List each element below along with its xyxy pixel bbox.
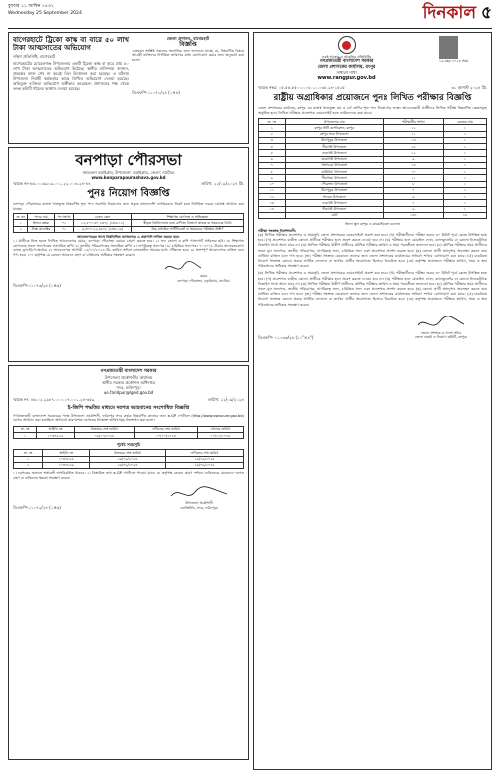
table-cell: ৫: [259, 150, 286, 156]
total-label: মোট: [285, 212, 383, 218]
portrait-photo: [439, 36, 458, 59]
exam-footer: [258, 316, 487, 340]
table-cell: হিসাব রক্ষক: [28, 220, 55, 226]
recruit-website: www.bonparapourashava.gov.bd: [91, 174, 166, 180]
tender-code: ডিএফপি-১১০৭২/২৪ (১×৬): [13, 504, 61, 510]
table-cell: ১: [443, 169, 486, 175]
table-cell: ১৩: [259, 200, 286, 206]
table-cell: ৮: [259, 169, 286, 175]
table-header-cell: পরীক্ষার্থীর সংখ্যা: [384, 119, 444, 125]
table-header-cell: বিক্রয়ের শেষ তারিখ: [89, 450, 165, 456]
table-cell: ৩: [259, 137, 286, 143]
page-header: [8, 3, 492, 29]
table-header-cell: দাখিলের শেষ তারিখ: [165, 450, 243, 456]
table-cell: ১০৩৭৮২৬: [43, 462, 90, 468]
table-cell: গংগাচড়া উপজেলা: [285, 162, 383, 168]
recruit-address: জামতলা বড়াইগ্রাম, উপজেলা: বড়াইগ্রাম, জেলা: নাটোর।: [82, 169, 175, 175]
table-cell: ২: [259, 131, 286, 137]
tender-memo: স্মারক নং: ৪৬.০২.২৯৪৭.০০০.০৭.০০১.২৪-৩৫৯: [13, 396, 95, 402]
table-header-cell: বিক্রয়ের শেষ তারিখ: [74, 426, 135, 432]
table-header-cell: আইডি নং: [37, 426, 74, 432]
table-cell: ৮: [384, 181, 444, 187]
table-cell: ১: [443, 150, 486, 156]
exam-signature-block: [395, 316, 487, 340]
exam-slogan: ১৬ বছর ২০২৪ সময়: [439, 59, 469, 63]
date-english: Wednesday 25 September 2024: [8, 11, 82, 16]
table-cell: ২: [14, 226, 28, 232]
tender-previous-title: পূর্বের সময়সূচি: [116, 442, 141, 448]
recruit-sig-name: মেয়র: [199, 274, 208, 279]
table-cell: ১: [14, 433, 37, 439]
recruit-table: [13, 213, 244, 233]
table-cell: পৌরসভা উপজেলা: [285, 181, 383, 187]
table-cell: ১: [443, 187, 486, 193]
table-cell: ২৬/০৯/২০২৪: [89, 456, 165, 462]
tender-memo-row: [13, 397, 244, 402]
table-cell: ৭: [384, 187, 444, 193]
table-header-cell: ক্র. নং: [14, 426, 37, 432]
signature-scribble: [416, 316, 466, 330]
table-cell: ১২: [384, 125, 444, 131]
tender-signature-block: [154, 486, 244, 510]
left-column: [8, 32, 249, 763]
table-cell: ১৪: [259, 206, 286, 212]
table-cell: ০১: [54, 226, 74, 232]
table-cell: ৯,৩০০-২২,৪৯০/- (গ্রেড-১৬): [74, 226, 131, 232]
table-row: [14, 433, 244, 439]
table-cell: ১: [14, 220, 28, 226]
table-cell: মিঠাপুকুর উপজেলা: [285, 187, 383, 193]
exam-memo: স্মারক নম্বর: ০৫.৫৫.৮৫০০.০০৮.১০.০৩৮.২৪-১৫২৫: [258, 84, 345, 90]
exam-rules: (ক) লিখিত পরীক্ষার প্রবেশপত্র ও সময়সূচি জেলা প্রশাসকের ওয়েবসাইটে প্রকাশ করা হবে। (খ) পরীক্ষার্থীদের পরীক্ষা শুরুর ৩০ মিনিট পূর্বে কেন্দ্রে উপস্থিত হতে হবে। (গ) প্রবেশপত্র ব্যতীত কোনো প্রার্থীকে পরীক্ষার হলে প্রবেশ করতে দেওয়া হবে না। (ঘ) পরীক্ষার হলে মোবাইল ফোন, ক্যালকুলেটর বা কোনো ইলেকট্রনিক ডিভাইস সাথে আনা যাবে না। (ঙ) লিখিত পরীক্ষায় উত্তীর্ণ প্রার্থীদের মৌখিক পরীক্ষার তারিখ ও সময় পরবর্তীতে জানানো হবে। (চ) মৌখিক পরীক্ষার সময় প্রার্থীদের সকল মূল সনদপত্র, জাতীয় পরিচয়পত্র, নাগরিকত্ব সনদ, চারিত্রিক সনদ এবং প্রবেশপত্র প্রদর্শন করতে হবে। (ছ) কোনো প্রার্থী অসদুপায় অবলম্বন করলে তার প্রার্থিতা বাতিল বলে গণ্য হবে। (জ) পরীক্ষা সংক্রান্ত যেকোনো তথ্যের জন্য জেলা প্রশাসকের কার্যালয়ের সাধারণ শাখায় যোগাযোগ করা যাবে। (ঝ) চাকরিতে নিয়োগ সংক্রান্ত কোনো প্রকার আর্থিক লেনদেন বা তদবির প্রার্থীর অযোগ্যতা হিসেবে বিবেচিত হবে। (ঞ) কর্তৃপক্ষ প্রয়োজনে পরীক্ষার তারিখ, সময় ও স্থান পরিবর্তনের অধিকার সংরক্ষণ করেন।: [258, 232, 487, 269]
table-cell: ৭: [259, 162, 286, 168]
table-cell: উচ্চ মাধ্যমিক সার্টিফিকেট বা সমমানের পরীক্ষায় উত্তীর্ণ: [131, 226, 243, 232]
table-cell: পীরগাছা উপজেলা: [285, 175, 383, 181]
tender-table-revised: [13, 426, 244, 440]
table-cell: ১: [443, 206, 486, 212]
table-cell: ১: [14, 456, 43, 462]
table-cell: ১: [443, 131, 486, 137]
table-cell: ১: [443, 181, 486, 187]
recruit-title: পুনঃ নিয়োগ বিজ্ঞপ্তি: [87, 187, 170, 199]
recruit-code: ডিএফপি-১১০৭৩/২৪ (১×৬): [13, 283, 61, 289]
table-cell: সাবেক উপজেলা: [285, 194, 383, 200]
table-header-cell: আইডি নং: [43, 450, 90, 456]
table-cell: ০১: [54, 220, 74, 226]
tender-office: উপজেলা প্রকৌশলীর কার্যালয়: [104, 374, 153, 380]
total-count: ১৩১: [384, 212, 444, 218]
newspaper-logo: দিনকাল: [422, 3, 476, 23]
table-cell: বদরগঞ্জ উপজেলা: [285, 200, 383, 206]
table-cell: ৭: [384, 200, 444, 206]
news-section: [8, 32, 249, 144]
small-notice-code: ডিএফপি-১১০৭১/২৪ (১×৪): [132, 90, 180, 96]
table-cell: রংপুর সদর উপজেলা: [285, 131, 383, 137]
govt-emblem-icon: [338, 36, 356, 54]
table-cell: ১২: [259, 194, 286, 200]
table-row: [14, 462, 244, 468]
table-cell: ১০: [259, 181, 286, 187]
table-cell: ১০/১০/২০২৪: [197, 433, 244, 439]
table-header-cell: বেতন স্কেল: [74, 214, 131, 220]
exam-title: রাষ্ট্রীয় অগ্রাধিকার প্রয়োজনে পুনঃ লিখিত পরীক্ষার বিজ্ঞপ্তি: [273, 92, 472, 103]
exam-venue: জিলা স্কুল রংপুর ও কারমাইকেল কলেজ: [345, 222, 400, 227]
table-cell: ১০৩৭৮২৫: [43, 456, 90, 462]
tender-sub: স্থানীয় সরকার প্রকৌশল অধিদপ্তর: [102, 379, 155, 385]
exam-rules-repeat: (ক) লিখিত পরীক্ষার প্রবেশপত্র ও সময়সূচি জেলা প্রশাসকের ওয়েবসাইটে প্রকাশ করা হবে। (খ) পরীক্ষার্থীদের পরীক্ষা শুরুর ৩০ মিনিট পূর্বে কেন্দ্রে উপস্থিত হতে হবে। (গ) প্রবেশপত্র ব্যতীত কোনো প্রার্থীকে পরীক্ষার হলে প্রবেশ করতে দেওয়া হবে না। (ঘ) পরীক্ষার হলে মোবাইল ফোন, ক্যালকুলেটর বা কোনো ইলেকট্রনিক ডিভাইস সাথে আনা যাবে না। (ঙ) লিখিত পরীক্ষায় উত্তীর্ণ প্রার্থীদের মৌখিক পরীক্ষার তারিখ ও সময় পরবর্তীতে জানানো হবে। (চ) মৌখিক পরীক্ষার সময় প্রার্থীদের সকল মূল সনদপত্র, জাতীয় পরিচয়পত্র, নাগরিকত্ব সনদ, চারিত্রিক সনদ এবং প্রবেশপত্র প্রদর্শন করতে হবে। (ছ) কোনো প্রার্থী অসদুপায় অবলম্বন করলে তার প্রার্থিতা বাতিল বলে গণ্য হবে। (জ) পরীক্ষা সংক্রান্ত যেকোনো তথ্যের জন্য জেলা প্রশাসকের কার্যালয়ের সাধারণ শাখায় যোগাযোগ করা যাবে। (ঝ) চাকরিতে নিয়োগ সংক্রান্ত কোনো প্রকার আর্থিক লেনদেন বা তদবির প্রার্থীর অযোগ্যতা হিসেবে বিবেচিত হবে। (ঞ) কর্তৃপক্ষ প্রয়োজনে পরীক্ষার তারিখ, সময় ও স্থান পরিবর্তনের অধিকার সংরক্ষণ করেন।: [258, 271, 487, 307]
table-cell: ৯: [384, 206, 444, 212]
recruit-sig-org: বনপাড়া পৌরসভা, বড়াইগ্রাম, নাটোর।: [177, 278, 230, 283]
table-header-cell: খোলার তারিখ: [197, 426, 244, 432]
exam-header: [258, 36, 487, 82]
tender-sig-org: এলজিইডি, সদর, ফরিদপুর।: [179, 505, 219, 510]
table-cell: ১: [443, 125, 486, 131]
table-cell: পীরগঞ্জ উপজেলা: [285, 206, 383, 212]
page-number: ৫: [480, 3, 492, 23]
table-header-cell: ক্র. নং: [259, 119, 286, 125]
recruit-memo-row: [13, 181, 244, 186]
table-cell: স্বীকৃত বিশ্ববিদ্যালয় হতে বাণিজ্য বিভাগে স্নাতক বা সমমানের ডিগ্রি: [131, 220, 243, 226]
table-cell: ১: [259, 125, 286, 131]
exam-top4: সাধারণ শাখা: [336, 70, 357, 76]
table-cell: ১: [443, 194, 486, 200]
date-bengali: বুধবার ১১ আশ্বিন ১৪৩১: [8, 4, 54, 9]
table-cell: ১১: [259, 187, 286, 193]
tender-memo-date: তারিখ: ২২/০৯/২০২৪: [207, 396, 244, 402]
table-cell: ১: [443, 200, 486, 206]
news-headline: বাগেরহাটে ট্রিকো কাস্ক বা বারে ৫০ লাখ টাকা আত্মসাতের অভিযোগ: [13, 36, 129, 53]
table-row: [14, 226, 244, 232]
table-cell: ২: [14, 462, 43, 468]
table-header-cell: কেন্দ্রের নাম: [443, 119, 486, 125]
small-notice: [132, 36, 244, 95]
table-cell: ৬: [259, 156, 286, 162]
table-cell: ১৩: [384, 137, 444, 143]
table-cell: রংপুর সিটি কর্পোরেশন, রংপুর: [285, 125, 383, 131]
recruit-terms-title: আবেদনপত্রের সাথে নিম্নলিখিত কাগজপত্র ও প্রমাণাদি দাখিল করতে হবে:: [77, 234, 180, 239]
table-cell: ১২,৫০০-৩০,২৩০/- (গ্রেড-১১): [74, 220, 131, 226]
news-body: বাগেরহাটের মোরেলগঞ্জ উপজেলার একটি ট্রিকো কাস্ক বা বারে প্রায় ৫০ লাখ টাকা আত্মসাতের অভিযোগ উঠেছে। স্থানীয় বাসিন্দারা জানান, প্রকল্পের কাজ শেষ না করেই বিল উত্তোলন করা হয়েছে। এ ঘটনায় উপজেলা নির্বাহী কর্মকর্তার কাছে লিখিত অভিযোগ দেওয়া হয়েছে। অভিযুক্ত ব্যক্তিরা অভিযোগ অস্বীকার করেছেন। প্রশাসনের পক্ষ থেকে তদন্ত কমিটি গঠনের আশ্বাস দেওয়া হয়েছে।: [13, 61, 129, 92]
exam-memo-row: [258, 85, 487, 90]
tender-place: সদর, ফরিদপুর।: [116, 384, 141, 390]
recruit-signature-block: [163, 261, 244, 283]
exam-rules-title: পরীক্ষা সংক্রান্ত নির্দেশাবলী:: [258, 228, 297, 233]
table-cell: ৯: [384, 156, 444, 162]
exam-photo-block: [439, 36, 487, 82]
total-centers: ১৪: [443, 212, 486, 218]
table-header-cell: পদ সংখ্যা: [54, 214, 74, 220]
tender-email: ue.faridpur@lged.gov.bd: [103, 389, 154, 395]
recruit-memo-date: তারিখ: ২২/০৯/২০২৪ খ্রি.: [201, 180, 244, 186]
news-article: [13, 36, 129, 95]
table-cell: ১২: [384, 150, 444, 156]
exam-top3: জেলা প্রশাসকের কার্যালয়, রংপুর: [317, 64, 376, 70]
table-cell: মিঠাপুকুর উপজেলা: [285, 137, 383, 143]
signature-scribble: [169, 486, 229, 500]
exam-url: www.rangpur.gov.bd: [317, 75, 376, 82]
exam-sig-name: জেলা প্রশাসক ও সদস্য সচিব: [420, 330, 462, 335]
table-cell: ট্যাক্স কালেক্টর: [28, 226, 55, 232]
recruit-org: বনপাড়া পৌরসভা: [75, 151, 182, 169]
tender-notes: ১। দরপত্রের অন্যান্য শর্তাবলী অপরিবর্তিত থাকবে। ২। বিস্তারিত তথ্য e-GP পোর্টালে পাওয়া যাবে। ৩। কর্তৃপক্ষ কোনো কারণ দর্শানো ব্যতিরেকে যেকোনো দরপত্র গ্রহণ বা বাতিলের ক্ষমতা সংরক্ষণ করেন।: [13, 471, 244, 480]
table-cell: ১০/১০/২০২৪: [135, 433, 197, 439]
exam-top1: একই আকার ও আকৃতির প্রতিনিধির: [321, 55, 372, 59]
table-cell: ৯: [259, 175, 286, 181]
tender-gov: গণপ্রজাতন্ত্রী বাংলাদেশ সরকার: [100, 369, 157, 374]
table-cell: কাউনিয়া উপজেলা: [285, 169, 383, 175]
table-cell: ১৪: [384, 162, 444, 168]
table-header-cell: দাখিলের শেষ তারিখ: [135, 426, 197, 432]
exam-intro: জেলা প্রশাসকের কার্যালয়, রংপুর এর রাজস্ব খাতভুক্ত ৩য় ও ৪র্থ শ্রেণির শূন্য পদে নিয়োগের লক্ষ্যে আবেদনকারী প্রার্থীদের লিখিত পরীক্ষা নিম্নবর্ণিত কেন্দ্রসমূহে অনুষ্ঠিত হবে। লিখিত পরীক্ষার প্রবেশপত্র ওয়েবসাইট হতে ডাউনলোড করা যাবে।: [258, 106, 487, 115]
exam-center-table: [258, 118, 487, 219]
exam-sig-org: জেলা বাছাই ও নিয়োগ কমিটি, রংপুর।: [414, 335, 468, 340]
table-cell: ১: [443, 162, 486, 168]
table-cell: ৬: [384, 194, 444, 200]
table-header-cell: ক্র. নং: [14, 450, 43, 456]
small-notice-org: জেলা প্রশাসন, বাগেরহাট: [166, 36, 210, 41]
table-header-cell: পদের নাম: [28, 214, 55, 220]
exam-memo-date: ৩১ আগস্ট ২০২৪ খ্রি.: [451, 84, 487, 90]
recruit-intro: বনপাড়া পৌরসভার রাজস্ব খাতভুক্ত নিম্নবর্ণিত শূন্য পদে সরাসরি নিয়োগের জন্য প্রকৃত বাংলাদেশি নাগরিকদের নিকট হতে নির্ধারিত ফরমে দরখাস্ত আহ্বান করা যাচ্ছে।: [13, 202, 244, 211]
tender-ad: [8, 365, 249, 760]
recruitment-ad: [8, 147, 249, 362]
small-notice-title: বিজ্ঞপ্তি: [179, 41, 197, 49]
recruit-memo: স্মারক নং-৪৬.০০.৬৯০৯.০০১.২২.০০৩.২৪-৪৪: [13, 180, 91, 186]
table-cell: ১০৩৭৮২৫: [37, 433, 74, 439]
exam-header-text: [258, 36, 435, 82]
table-cell: ১১: [384, 175, 444, 181]
table-total-row: [259, 212, 487, 218]
tender-table-previous: [13, 449, 244, 469]
table-cell: ১১: [384, 131, 444, 137]
exam-top2: গণপ্রজাতন্ত্রী বাংলাদেশ সরকার: [319, 59, 374, 65]
tender-footer: [13, 486, 244, 510]
table-cell: ২৬/০৯/২০২৪: [89, 462, 165, 468]
table-header-cell: ক্র. নং: [14, 214, 28, 220]
exam-notice-ad: [253, 32, 492, 770]
table-header-cell: শিক্ষাগত যোগ্যতা ও অভিজ্ঞতা: [131, 214, 243, 220]
table-header-cell: উপজেলার নাম: [285, 119, 383, 125]
small-notice-body: এতদ্বারা সংশ্লিষ্ট সকলের অবগতির জন্য জানানো যাচ্ছে যে, নিম্নবর্ণিত বিষয়ে আগ্রহী ব্যক্তিদের নির্ধারিত তারিখের মধ্যে যোগাযোগ করার জন্য অনুরোধ করা হলো।: [132, 48, 244, 62]
table-cell: [259, 212, 286, 218]
news-byline: দক্ষিণ প্রতিনিধি, বাগেরহাট: [13, 54, 56, 60]
table-cell: ১: [443, 144, 486, 150]
table-cell: ০৯/১০/২০২৪: [74, 433, 135, 439]
table-cell: বদরগঞ্জ উপজেলা: [285, 150, 383, 156]
signature-scribble: [163, 261, 203, 273]
table-cell: ১: [443, 175, 486, 181]
table-cell: ১: [443, 156, 486, 162]
table-cell: ১: [443, 137, 486, 143]
tender-body: গণপ্রজাতন্ত্রী বাংলাদেশ সরকারের পক্ষে উপজেলা প্রকৌশলী, ফরিদপুর সদর কর্তৃক নিম্নবর্ণিত কাজের জন্য e-GP পোর্টালে (http://www.eprocure.gov.bd) দরপত্র আহ্বান করা হয়েছিল। অনিবার্য কারণবশত দরপত্রের নিম্নোক্ত তারিখসমূহ সংশোধন করা হলো।: [13, 413, 244, 423]
table-cell: তারাগঞ্জ উপজেলা: [285, 156, 383, 162]
table-cell: ৪: [259, 144, 286, 150]
recruit-terms: ১। প্রার্থীকে নিজ হাতে লিখিত আবেদনপত্র মেয়র, বনপাড়া পৌরসভা বরাবর প্রেরণ করতে হবে। ২। সদ্য তোলা ৩ কপি পাসপোর্ট সাইজের ছবি। ৩। শিক্ষাগত যোগ্যতার সকল সনদপত্রের সত্যায়িত কপি। ৪। জাতীয় পরিচয়পত্রের সত্যায়িত কপি। ৫। নাগরিকত্ব সনদপত্র। ৬। চারিত্রিক সনদপত্র। ৭। ৫০০/- টাকার অফেরতযোগ্য ব্যাংক ড্রাফট/পে-অর্ডার। ৮। আবেদনপত্র আগামী ১৫/১০/২০২৪ খ্রি. তারিখ অফিস চলাকালীন সময়ের মধ্যে পৌঁছাতে হবে। ৯। অসম্পূর্ণ আবেদনপত্র বাতিল বলে গণ্য হবে। ১০। কর্তৃপক্ষ যে কোনো আবেদন গ্রহণ বা বাতিলের অধিকার সংরক্ষণ করেন।: [13, 239, 244, 257]
table-cell: পীরগঞ্জ উপজেলা: [285, 144, 383, 150]
table-cell: ২৯/০৯/২০২৪: [165, 456, 243, 462]
tender-title: ই-জিপি পদ্ধতির মাধ্যমে দরপত্র আহবানের সংশোধিত বিজ্ঞপ্তি: [67, 404, 190, 411]
tender-sig-name: উপজেলা প্রকৌশলী: [185, 501, 213, 506]
exam-code: ডিএফপি- ১১০৩৬/২৪ (১০"×৪"): [258, 334, 314, 340]
table-cell: ১০: [384, 169, 444, 175]
table-cell: ১৫: [384, 144, 444, 150]
table-cell: ২৯/০৯/২০২৪: [165, 462, 243, 468]
